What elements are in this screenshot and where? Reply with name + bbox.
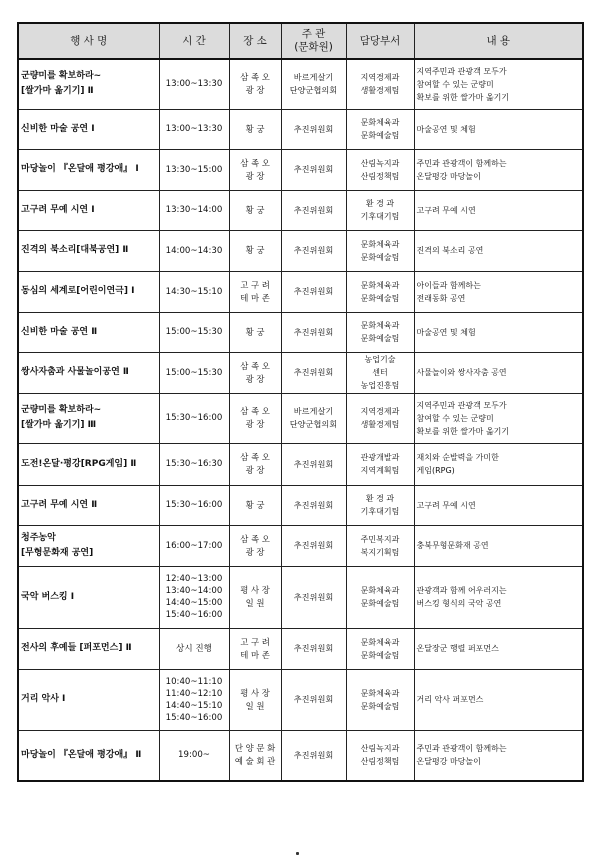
event-organizer: 추진위원회 — [281, 149, 346, 190]
event-place: 황 궁 — [229, 190, 281, 230]
event-place: 황 궁 — [229, 485, 281, 525]
event-place: 황 궁 — [229, 312, 281, 352]
event-time: 상시 진행 — [159, 628, 229, 669]
event-department: 산림녹지과 산림정책팀 — [346, 149, 414, 190]
table-row — [18, 271, 583, 312]
table-body — [18, 59, 583, 781]
event-name: 청주농악 [무형문화재 공연] — [18, 525, 159, 566]
event-name: 군량미를 확보하라~ [쌀가마 옮기기] Ⅲ — [18, 393, 159, 443]
event-place: 삼 족 오 광 장 — [229, 393, 281, 443]
event-name: 고구려 무예 시연 Ⅰ — [18, 190, 159, 230]
table-row — [18, 485, 583, 525]
header-place: 장 소 — [229, 23, 281, 59]
event-description: 사물놀이와 쌍사자춤 공연 — [414, 352, 583, 393]
event-time: 13:00~13:30 — [159, 59, 229, 109]
event-name: 마당놀이 『온달애 평강애』 Ⅰ — [18, 149, 159, 190]
event-name: 신비한 마술 공연 Ⅰ — [18, 109, 159, 149]
event-description: 재치와 순발력을 가미한 게임(RPG) — [414, 443, 583, 485]
event-department: 문화체육과 문화예술팀 — [346, 271, 414, 312]
event-organizer: 추진위원회 — [281, 628, 346, 669]
header-description: 내 용 — [414, 23, 583, 59]
event-department: 산림녹지과 산림정책팀 — [346, 730, 414, 781]
event-department: 문화체육과 문화예술팀 — [346, 109, 414, 149]
event-place: 단 양 문 화 예 술 회 관 — [229, 730, 281, 781]
event-time: 14:00~14:30 — [159, 230, 229, 271]
event-organizer: 추진위원회 — [281, 669, 346, 730]
event-department: 문화체육과 문화예술팀 — [346, 628, 414, 669]
event-organizer: 추진위원회 — [281, 190, 346, 230]
event-name: 마당놀이 『온달애 평강애』 Ⅱ — [18, 730, 159, 781]
event-organizer: 추진위원회 — [281, 566, 346, 628]
table-row — [18, 59, 583, 109]
event-department: 지역경제과 생활경제팀 — [346, 59, 414, 109]
table-row — [18, 525, 583, 566]
table-row — [18, 393, 583, 443]
event-description: 주민과 관광객이 함께하는 온달평강 마당놀이 — [414, 149, 583, 190]
event-organizer: 추진위원회 — [281, 230, 346, 271]
event-organizer: 추진위원회 — [281, 271, 346, 312]
event-department: 문화체육과 문화예술팀 — [346, 230, 414, 271]
event-department: 환 경 과 기후대기팀 — [346, 190, 414, 230]
event-description: 주민과 관광객이 함께하는 온달평강 마당놀이 — [414, 730, 583, 781]
event-organizer: 추진위원회 — [281, 485, 346, 525]
table-row — [18, 109, 583, 149]
header-event-name: 행 사 명 — [18, 23, 159, 59]
event-name: 쌍사자춤과 사물놀이공연 Ⅱ — [18, 352, 159, 393]
event-place: 황 궁 — [229, 230, 281, 271]
event-name: 도전!온달·평강[RPG게임] Ⅱ — [18, 443, 159, 485]
event-time: 13:00~13:30 — [159, 109, 229, 149]
event-description: 진격의 북소리 공연 — [414, 230, 583, 271]
table-row — [18, 312, 583, 352]
event-time: 12:40~13:00 13:40~14:00 14:40~15:00 15:40~16:00 — [159, 566, 229, 628]
event-time: 16:00~17:00 — [159, 525, 229, 566]
event-department: 주민복지과 복지기획팀 — [346, 525, 414, 566]
event-time: 14:30~15:10 — [159, 271, 229, 312]
event-place: 평 사 장 일 원 — [229, 669, 281, 730]
event-description: 마술공연 및 체험 — [414, 109, 583, 149]
header-organizer: 주 관 (문화원) — [281, 23, 346, 59]
event-department: 문화체육과 문화예술팀 — [346, 312, 414, 352]
event-name: 동심의 세계로[어린이연극] Ⅰ — [18, 271, 159, 312]
event-description: 고구려 무예 시연 — [414, 485, 583, 525]
event-organizer: 추진위원회 — [281, 109, 346, 149]
event-place: 황 궁 — [229, 109, 281, 149]
event-description: 아이들과 함께하는 전래동화 공연 — [414, 271, 583, 312]
event-place: 고 구 려 테 마 존 — [229, 628, 281, 669]
table-row — [18, 443, 583, 485]
event-organizer: 추진위원회 — [281, 312, 346, 352]
event-place: 평 사 장 일 원 — [229, 566, 281, 628]
event-description: 마술공연 및 체험 — [414, 312, 583, 352]
event-place: 고 구 려 테 마 존 — [229, 271, 281, 312]
event-name: 거리 악사 Ⅰ — [18, 669, 159, 730]
event-description: 고구려 무예 시연 — [414, 190, 583, 230]
event-name: 신비한 마술 공연 Ⅱ — [18, 312, 159, 352]
header-department: 담당부서 — [346, 23, 414, 59]
event-name: 전사의 후예들 [퍼포먼스] Ⅱ — [18, 628, 159, 669]
table-row — [18, 149, 583, 190]
event-place: 삼 족 오 광 장 — [229, 59, 281, 109]
event-name: 진격의 북소리[대북공연] Ⅱ — [18, 230, 159, 271]
event-organizer: 추진위원회 — [281, 525, 346, 566]
event-description: 지역주민과 관광객 모두가 참여할 수 있는 군량미 확보를 위한 쌀가마 옮기기 — [414, 59, 583, 109]
event-time: 15:30~16:00 — [159, 393, 229, 443]
event-place: 삼 족 오 광 장 — [229, 352, 281, 393]
event-department: 지역경제과 생활경제팀 — [346, 393, 414, 443]
table-row — [18, 669, 583, 730]
event-department: 문화체육과 문화예술팀 — [346, 669, 414, 730]
event-time: 15:00~15:30 — [159, 312, 229, 352]
event-organizer: 추진위원회 — [281, 443, 346, 485]
event-name: 고구려 무예 시연 Ⅱ — [18, 485, 159, 525]
event-time: 13:30~15:00 — [159, 149, 229, 190]
header-time: 시 간 — [159, 23, 229, 59]
page-number-mark — [296, 852, 299, 855]
event-place: 삼 족 오 광 장 — [229, 149, 281, 190]
event-schedule-table — [17, 22, 584, 782]
event-time: 15:30~16:30 — [159, 443, 229, 485]
event-time: 15:30~16:00 — [159, 485, 229, 525]
table-row — [18, 566, 583, 628]
table-row — [18, 230, 583, 271]
event-department: 관광개발과 지역계획팀 — [346, 443, 414, 485]
table-row — [18, 190, 583, 230]
table-header-row — [18, 23, 583, 59]
event-organizer: 추진위원회 — [281, 730, 346, 781]
event-description: 관광객과 함께 어우러지는 버스킹 형식의 국악 공연 — [414, 566, 583, 628]
event-name: 국악 버스킹 Ⅰ — [18, 566, 159, 628]
event-time: 19:00~ — [159, 730, 229, 781]
event-place: 삼 족 오 광 장 — [229, 525, 281, 566]
event-organizer: 바르게살기 단양군협의회 — [281, 59, 346, 109]
event-organizer: 추진위원회 — [281, 352, 346, 393]
table-row — [18, 352, 583, 393]
event-description: 충북무형문화재 공연 — [414, 525, 583, 566]
event-description: 온달장군 행렬 퍼포먼스 — [414, 628, 583, 669]
event-name: 군량미를 확보하라~ [쌀가마 옮기기] Ⅱ — [18, 59, 159, 109]
event-time: 13:30~14:00 — [159, 190, 229, 230]
table-row — [18, 628, 583, 669]
event-description: 지역주민과 관광객 모두가 참여할 수 있는 군량미 확보를 위한 쌀가마 옮기기 — [414, 393, 583, 443]
event-time: 15:00~15:30 — [159, 352, 229, 393]
event-department: 농업기술 센터 농업진흥팀 — [346, 352, 414, 393]
event-time: 10:40~11:10 11:40~12:10 14:40~15:10 15:40~16:00 — [159, 669, 229, 730]
table-row — [18, 730, 583, 781]
event-description: 거리 악사 퍼포먼스 — [414, 669, 583, 730]
event-place: 삼 족 오 광 장 — [229, 443, 281, 485]
event-organizer: 바르게살기 단양군협의회 — [281, 393, 346, 443]
event-department: 문화체육과 문화예술팀 — [346, 566, 414, 628]
event-department: 환 경 과 기후대기팀 — [346, 485, 414, 525]
